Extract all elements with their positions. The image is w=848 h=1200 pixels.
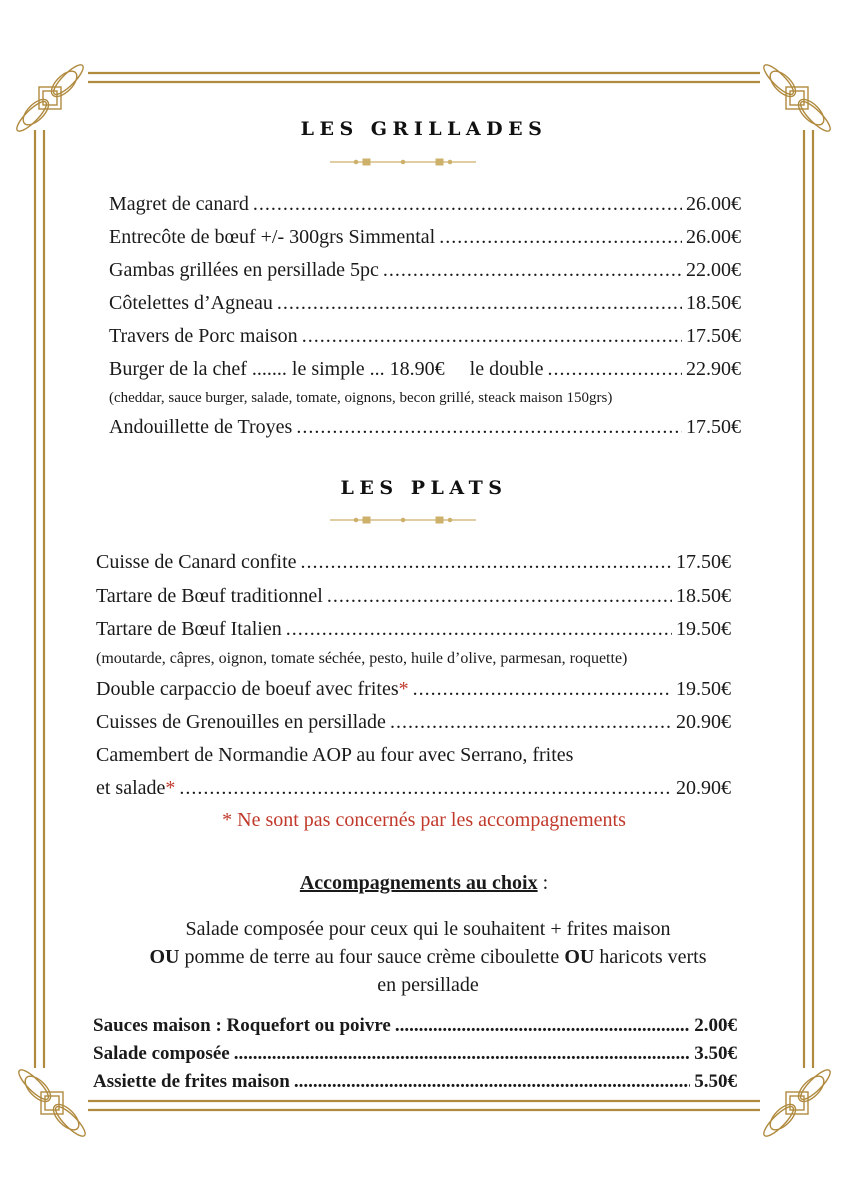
dot-leader <box>296 415 682 439</box>
dot-leader <box>302 324 682 348</box>
item-price: 17.50€ <box>686 325 741 347</box>
item-name: Entrecôte de bœuf +/- 300grs Simmental <box>109 226 436 248</box>
or-keyword: OU <box>564 946 595 968</box>
item-price: 2.00€ <box>694 1015 737 1036</box>
item-price: 5.50€ <box>694 1071 737 1092</box>
item-price: 3.50€ <box>694 1043 737 1064</box>
item-price: 22.00€ <box>686 259 741 281</box>
dot-leader <box>234 1042 691 1066</box>
section-title-plats: LES PLATS <box>340 477 508 499</box>
ornamental-divider <box>330 515 476 525</box>
menu-item-camembert <box>96 776 731 800</box>
dot-leader <box>286 617 672 641</box>
or-keyword: OU <box>149 946 180 968</box>
dot-leader <box>395 1014 690 1038</box>
menu-item <box>109 225 741 249</box>
menu-item <box>96 677 731 701</box>
menu-item <box>96 710 731 734</box>
menu-item <box>109 415 741 439</box>
item-price: 22.90€ <box>686 358 741 380</box>
dot-leader <box>277 291 682 315</box>
item-description: (cheddar, sauce burger, salade, tomate, oignons, becon grillé, steack maison 150grs) <box>109 390 613 406</box>
menu-item-camembert-line1 <box>96 743 573 767</box>
menu-item <box>109 192 741 216</box>
item-price: 19.50€ <box>676 678 731 700</box>
accompaniments-line3: en persillade <box>377 974 479 996</box>
item-name: Assiette de frites maison <box>93 1071 290 1092</box>
item-name <box>96 677 409 701</box>
menu-item <box>96 584 731 608</box>
section-title-grillades: LES GRILLADES <box>300 118 548 140</box>
item-price: 19.50€ <box>676 618 731 640</box>
item-name: Cuisse de Canard confite <box>96 551 297 573</box>
accompaniments-title <box>0 872 848 895</box>
menu-item-burger <box>109 357 741 381</box>
item-name: Salade composée <box>93 1043 230 1064</box>
dot-leader <box>179 776 672 800</box>
accompaniments-line2 <box>90 943 766 971</box>
ornamental-divider <box>330 157 476 167</box>
extra-item <box>93 1042 737 1066</box>
item-name: Travers de Porc maison <box>109 325 298 347</box>
asterisk-marker: * <box>165 777 176 799</box>
accompaniments-text: haricots verts <box>594 946 707 968</box>
dot-leader <box>548 357 682 381</box>
corner-ornament-bottom-left <box>8 1059 95 1146</box>
extra-item <box>93 1070 737 1094</box>
item-name-text: Double carpaccio de boeuf avec frites <box>96 678 399 700</box>
menu-item <box>109 258 741 282</box>
asterisk-marker: * <box>398 678 409 700</box>
corner-ornament-bottom-right <box>753 1059 840 1146</box>
accompaniments-text: pomme de terre au four sauce crème ciboulette <box>179 946 565 968</box>
item-price: 20.90€ <box>676 777 731 799</box>
item-price: 18.50€ <box>676 585 731 607</box>
item-name-text: et salade <box>96 777 166 799</box>
item-name: Gambas grillées en persillade 5pc <box>109 259 379 281</box>
item-name: Tartare de Bœuf Italien <box>96 618 282 640</box>
menu-item <box>109 291 741 315</box>
item-name <box>96 776 175 800</box>
accompaniments-title-text: Accompagnements au choix <box>299 872 538 894</box>
dot-leader <box>253 192 682 216</box>
item-price: 17.50€ <box>686 416 741 438</box>
dot-leader <box>327 584 672 608</box>
item-price: 20.90€ <box>676 711 731 733</box>
accompaniments-line1: Salade composée pour ceux qui le souhaitent + frites maison <box>185 918 671 940</box>
accompaniments-colon: : <box>537 872 549 894</box>
menu-item <box>96 617 731 641</box>
item-price: 26.00€ <box>686 226 741 248</box>
item-name: Tartare de Bœuf traditionnel <box>96 585 323 607</box>
dot-leader <box>439 225 682 249</box>
dot-leader <box>301 550 673 574</box>
item-name: Camembert de Normandie AOP au four avec Serrano, frites <box>96 744 574 766</box>
menu-item <box>96 550 731 574</box>
dot-leader <box>383 258 682 282</box>
item-price: 17.50€ <box>676 551 731 573</box>
item-name: Andouillette de Troyes <box>109 416 293 438</box>
menu-item <box>109 324 741 348</box>
item-price: 26.00€ <box>686 193 741 215</box>
accompaniments-description <box>90 915 766 999</box>
dot-leader <box>294 1070 690 1094</box>
disclaimer-note: * Ne sont pas concernés par les accompagnements <box>222 809 626 831</box>
item-name: Côtelettes d’Agneau <box>109 292 273 314</box>
dot-leader <box>390 710 672 734</box>
item-name: Burger de la chef ....... le simple ... 18.90€ le double <box>109 358 544 380</box>
item-name: Sauces maison : Roquefort ou poivre <box>93 1015 391 1036</box>
dot-leader <box>413 677 672 701</box>
item-description: (moutarde, câpres, oignon, tomate séchée, pesto, huile d’olive, parmesan, roquette) <box>96 650 628 667</box>
item-name: Magret de canard <box>109 193 249 215</box>
item-name: Cuisses de Grenouilles en persillade <box>96 711 386 733</box>
item-price: 18.50€ <box>686 292 741 314</box>
extra-item <box>93 1014 737 1038</box>
